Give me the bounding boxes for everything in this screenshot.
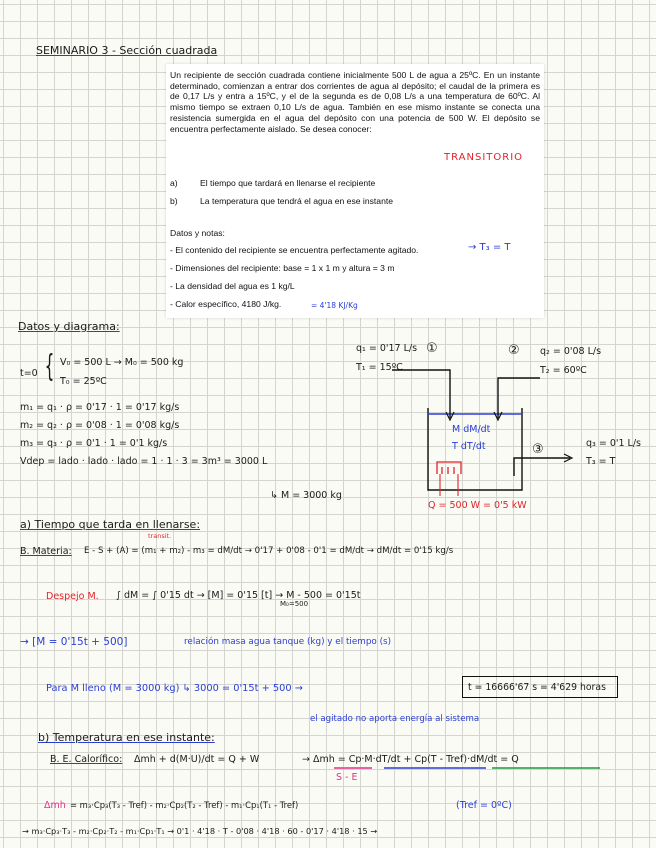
stream1-marker: ① <box>426 341 438 356</box>
outlet-pipe <box>514 458 570 476</box>
outlet-arrow <box>564 454 572 462</box>
dmh-label: Δmh <box>44 800 66 811</box>
datos-title: Datos y notas: <box>170 228 225 238</box>
mass-balance-label: B. Materia: <box>20 546 72 557</box>
note-densidad: - La densidad del agua es 1 kg/L <box>170 281 295 291</box>
part-b-title: b) Temperatura en ese instante: <box>38 731 215 744</box>
transitorio-note: TRANSITORIO <box>444 152 524 163</box>
note-agitado: - El contenido del recipiente se encuentra perfectamente agitado. <box>170 245 419 255</box>
t0-label: t=0 <box>20 368 38 379</box>
inlet2-pipe <box>498 378 540 418</box>
initial-temp: T₀ = 25ºC <box>60 376 107 387</box>
despejo-label: Despejo M. <box>46 591 99 602</box>
page-title: SEMINARIO 3 - Sección cuadrada <box>36 44 218 57</box>
substitution-eq: → m₃·Cp₃·T₃ - m₂·Cp₂·T₂ - m₁·Cp₁·T₁ → 0'1 · 4'18 · T - 0'08 · 4'18 · 60 - 0'17 · 4'18 · 15 → <box>22 826 378 836</box>
item-b-text: La temperatura que tendrá el agua en ese instante <box>200 196 394 206</box>
tank-mass: ↳ M = 3000 kg <box>270 490 342 501</box>
outlet-flow: q₃ = 0'1 L/s <box>586 438 642 449</box>
relation-note: relación masa agua tanque (kg) y el tiempo (s) <box>184 637 392 647</box>
note-cp: - Calor específico, 4180 J/kg. <box>170 299 282 309</box>
inlet1-pipe <box>392 370 450 418</box>
dmh-expansion: = m₃·Cp₃(T₃ - Tref) - m₂·Cp₂(T₂ - Tref) - m₁·Cp₁(T₁ - Tref) <box>70 800 299 810</box>
agitation-note: el agitado no aporta energía al sistema <box>310 714 480 724</box>
inlet2-temp: T₂ = 60ºC <box>540 365 587 376</box>
mass-time-relation: → [M = 0'15t + 500] <box>20 636 128 648</box>
stream3-marker: ③ <box>532 442 544 457</box>
tref-note: (Tref = 0ºC) <box>456 800 512 811</box>
fill-time-result: t = 16666'67 s = 4'629 horas <box>468 682 606 693</box>
note-dimensiones: - Dimensiones del recipiente: base = 1 x 1 m y altura = 3 m <box>170 263 395 273</box>
flow-m3: m₃ = q₃ · ρ = 0'1 · 1 = 0'1 kg/s <box>20 438 168 449</box>
energy-balance-label: B. E. Calorífico: <box>50 754 123 765</box>
heat-input-label: Q = 500 W = 0'5 kW <box>428 500 527 511</box>
energy-balance-eq: Δmh + d(M·U)/dt = Q + W <box>134 754 260 765</box>
part-a-title: a) Tiempo que tarda en llenarse: <box>20 518 201 531</box>
s-minus-e-label: S - E <box>336 772 358 783</box>
flow-m1: m₁ = q₁ · ρ = 0'17 · 1 = 0'17 kg/s <box>20 402 180 413</box>
heater-wire <box>440 474 458 496</box>
section-title-datos: Datos y diagrama: <box>18 320 120 333</box>
initial-volume: V₀ = 500 L → M₀ = 500 kg <box>60 357 184 368</box>
heater-resistance <box>437 462 461 474</box>
flow-m2: m₂ = q₂ · ρ = 0'08 · 1 = 0'08 kg/s <box>20 420 180 431</box>
transitorio-abbrev: transit. <box>148 532 172 540</box>
tank-temp-label: T dT/dt <box>452 441 486 452</box>
item-a-text: El tiempo que tardará en llenarse el recipiente <box>200 178 376 188</box>
note-t3: → T₃ = T <box>468 242 511 253</box>
inlet2-flow: q₂ = 0'08 L/s <box>540 346 602 357</box>
fill-condition: Para M lleno (M = 3000 kg) ↳ 3000 = 0'15t + 500 → <box>46 683 303 694</box>
integration-eq: ∫ dM = ∫ 0'15 dt → [M] = 0'15 [t] → M - 500 = 0'15t <box>116 590 361 601</box>
tank-volume: Vdep = lado · lado · lado = 1 · 1 · 3 = 3m³ = 3000 L <box>20 456 268 467</box>
note-cp-conversion: = 4'18 KJ/Kg <box>311 301 358 310</box>
item-a-label: a) <box>170 178 178 188</box>
integration-limit: M₀=500 <box>280 600 309 608</box>
inlet1-temp: T₁ = 15ºC <box>356 362 403 373</box>
tank-mass-label: M dM/dt <box>452 424 491 435</box>
mass-balance-eq: E - S + (A) = (m₁ + m₂) - m₃ = dM/dt → 0'17 + 0'08 - 0'1 = dM/dt → dM/dt = 0'15 kg/s <box>84 546 454 556</box>
energy-balance-expanded: → Δmh = Cp·M·dT/dt + Cp(T - Tref)·dM/dt = Q <box>302 754 519 765</box>
problem-statement <box>166 64 544 318</box>
inlet2-arrow <box>494 412 502 420</box>
brace: { <box>44 349 55 384</box>
statement-paragraph: Un recipiente de sección cuadrada contiene inicialmente 500 L de agua a 25ºC. En un instante determinado, comienzan a entrar dos corrientes de agua al depósito; el caudal de la primera es de 0,17 L/s y entra a 15ºC, y el de la segunda es de 0,08 L/s a una temperatura de 60ºC. Al mismo tiempo se extraen 0,10 L/s de agua. También en ese mismo instante se conecta una resistencia sumergida en el agua del depósito con una potencia de 500 W. El depósito se encuentra perfectamente aislado. Se desea conocer: <box>170 70 540 134</box>
outlet-temp: T₃ = T <box>586 456 616 467</box>
stream2-marker: ② <box>508 343 520 358</box>
inlet1-arrow <box>446 412 454 420</box>
item-b-label: b) <box>170 196 178 206</box>
inlet1-flow: q₁ = 0'17 L/s <box>356 343 418 354</box>
